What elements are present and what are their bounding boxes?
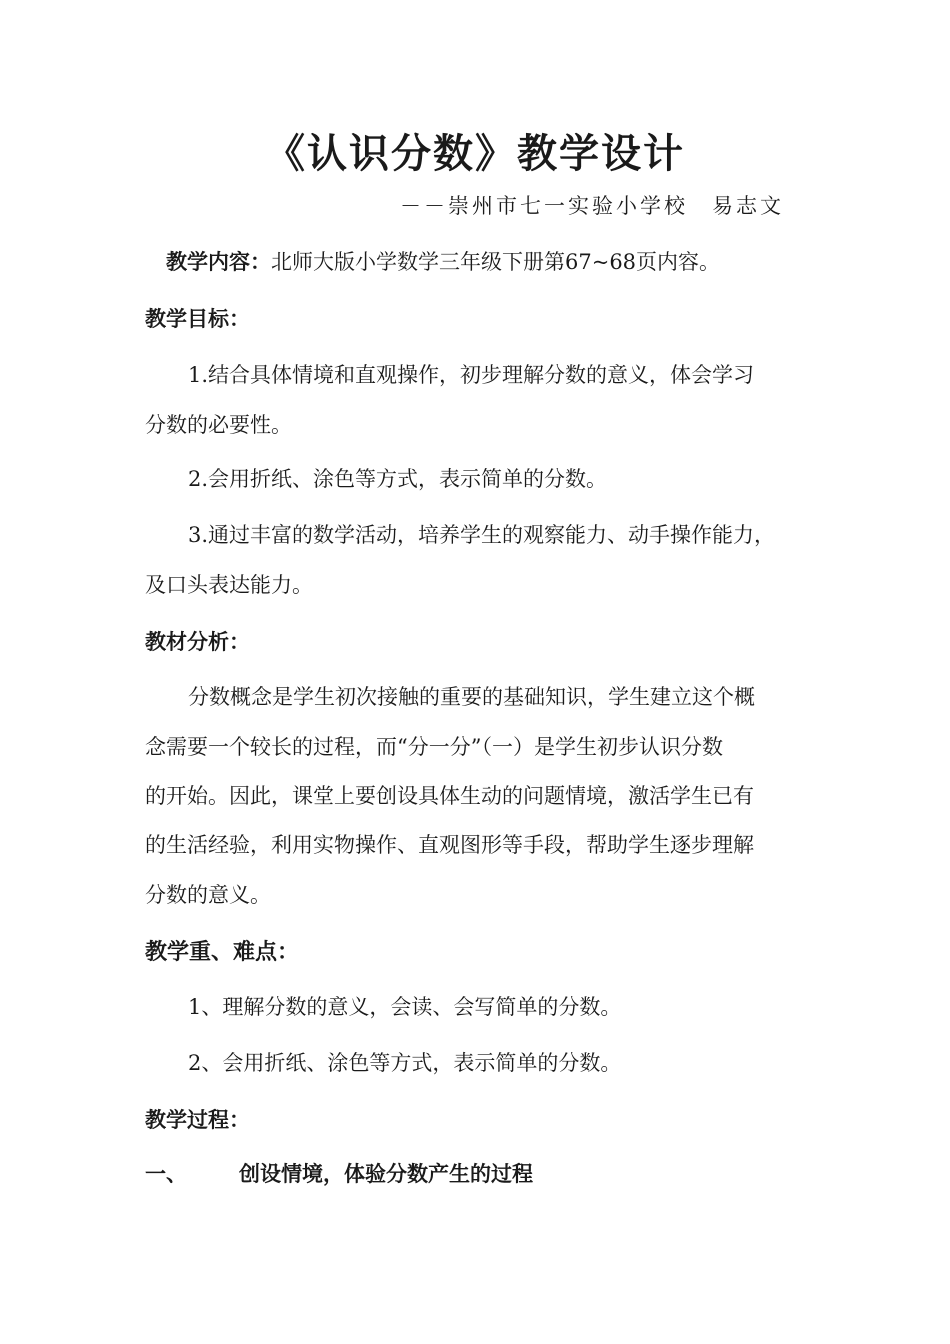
analysis-line-5: 分数的意义。 bbox=[145, 883, 271, 907]
objective-line-5: 及口头表达能力。 bbox=[145, 573, 313, 597]
analysis-heading: 教材分析： bbox=[145, 629, 250, 654]
content-text: 北师大版小学数学三年级下册第67~68页内容。 bbox=[271, 250, 721, 274]
analysis-line-4: 的生活经验，利用实物操作、直观图形等手段，帮助学生逐步理解 bbox=[145, 833, 754, 857]
document-title: 《认识分数》教学设计 bbox=[265, 130, 685, 177]
objective-line-4: 3.通过丰富的数学活动，培养学生的观察能力、动手操作能力， bbox=[188, 523, 776, 547]
analysis-line-3: 的开始。因此，课堂上要创设具体生动的问题情境，激活学生已有 bbox=[145, 784, 754, 808]
objective-line-2: 分数的必要性。 bbox=[145, 413, 292, 437]
content-line bbox=[166, 246, 720, 278]
objective-line-1: 1.结合具体情境和直观操作，初步理解分数的意义，体会学习 bbox=[188, 363, 755, 387]
analysis-line-1: 分数概念是学生初次接触的重要的基础知识，学生建立这个概 bbox=[188, 685, 755, 709]
process-heading: 教学过程： bbox=[145, 1107, 250, 1132]
key-point-line-1: 1、理解分数的意义，会读、会写简单的分数。 bbox=[188, 995, 622, 1019]
process-step-1-text: 创设情境，体验分数产生的过程 bbox=[239, 1161, 533, 1186]
content-label: 教学内容： bbox=[166, 249, 271, 274]
objectives-heading: 教学目标： bbox=[145, 306, 250, 331]
document-author: －－崇州市七一实验小学校 易志文 bbox=[400, 194, 784, 218]
analysis-line-2: 念需要一个较长的过程，而“分一分”（一）是学生初步认识分数 bbox=[145, 735, 723, 759]
process-step-1 bbox=[145, 1158, 533, 1190]
key-point-line-2: 2、会用折纸、涂色等方式，表示简单的分数。 bbox=[188, 1051, 622, 1075]
process-step-1-number: 一、 bbox=[145, 1161, 187, 1186]
key-points-heading: 教学重、难点： bbox=[145, 939, 300, 965]
objective-line-3: 2.会用折纸、涂色等方式，表示简单的分数。 bbox=[188, 467, 608, 491]
